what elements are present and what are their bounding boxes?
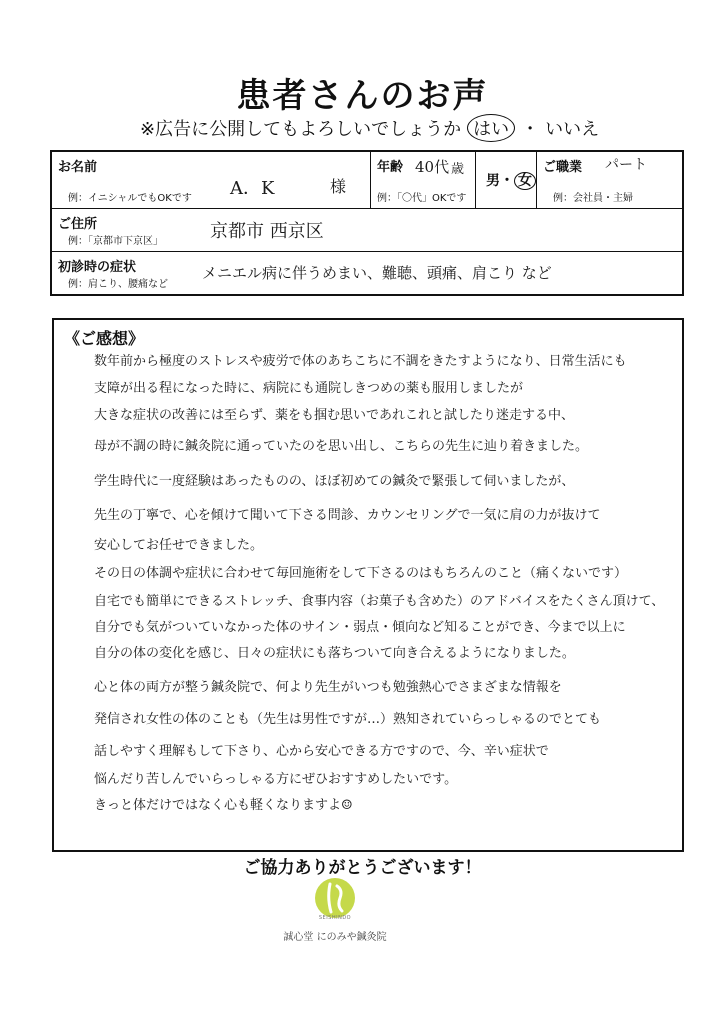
impressions-box [52, 318, 684, 852]
consent-text: ※広告に公開してもよろしいでしょうか [140, 119, 462, 140]
impression-line: 支障が出る程になった時に、病院にも通院しきつめの薬も服用しましたが [94, 381, 524, 396]
consent-separator: ・ [521, 119, 540, 140]
name-label: お名前 [58, 160, 98, 175]
name-suffix: 様 [330, 177, 347, 196]
impression-line: 先生の丁寧で、心を傾けて聞いて下さる問診、カウンセリングで一気に肩の力が抜けて [94, 508, 601, 523]
impression-line: その日の体調や症状に合わせて毎回施術をして下さるのはもちろんのこと（痛くないです） [94, 566, 628, 581]
name-value: A．K [230, 178, 275, 199]
clinic-name: 誠心堂 にのみや鍼灸院 [283, 932, 387, 943]
impression-line: 大きな症状の改善には至らず、薬をも掴む思いであれこれと試したり迷走する中、 [94, 408, 574, 423]
name-example: 例：イニシャルでもOKです [68, 193, 192, 204]
form-row-symptoms [52, 252, 682, 294]
age-label: 年齢 [377, 160, 404, 175]
address-cell [52, 209, 682, 251]
impression-line: 学生時代に一度経験はあったものの、ほぼ初めての鍼灸で緊張して伺いましたが、 [94, 474, 575, 489]
gender-male: 男 [486, 173, 500, 189]
job-label: ご職業 [543, 160, 583, 175]
impression-line: きっと体だけではなく心も軽くなりますよ☺ [94, 798, 353, 813]
logo-text: SEISHINDO [318, 915, 352, 921]
name-cell [52, 152, 370, 208]
impression-line: 発信され女性の体のことも（先生は男性ですが…）熟知されていらっしゃるのでとても [94, 712, 602, 727]
symptoms-value: メニエル病に伴うめまい、難聴、頭痛、肩こり など [202, 264, 552, 282]
thanks-message: ご協力ありがとうございます！ [243, 858, 482, 878]
impression-line: 自宅でも簡単にできるストレッチ、食事内容（お菓子も含めた）のアドバイスをたくさん頂けて、 [94, 594, 665, 609]
gender-cell [475, 152, 536, 208]
symptoms-cell [52, 252, 682, 294]
gender-options [486, 170, 536, 190]
impression-line: 数年前から極度のストレスや疲労で体のあちこちに不調をきたすようになり、日常生活にも [94, 354, 627, 369]
job-example: 例：会社員・主婦 [553, 193, 633, 204]
impression-line: 自分でも気がついていなかった体のサイン・弱点・傾向など知ることができ、今まで以上に [94, 620, 626, 635]
impression-line: 自分の体の変化を感じ、日々の症状にも落ちついて向き合えるようになりました。 [94, 646, 575, 661]
address-label: ご住所 [58, 217, 98, 232]
age-cell [370, 152, 475, 208]
consent-question [140, 114, 600, 142]
impression-line: 悩んだり苦しんでいらっしゃる方にぜひおすすめしたいです。 [94, 772, 458, 787]
symptoms-label: 初診時の症状 [58, 260, 137, 275]
age-example: 例：「〇代」OKです [377, 193, 467, 204]
clinic-logo-icon [313, 876, 357, 920]
patient-form [50, 150, 684, 296]
impression-line: 心と体の両方が整う鍼灸院で、何より先生がいつも勉強熱心でさまざまな情報を [94, 680, 562, 695]
consent-yes-circled: はい [467, 114, 515, 142]
gender-female-circled: 女 [514, 172, 536, 190]
gender-dot: ・ [500, 173, 514, 189]
consent-no: いいえ [545, 119, 600, 140]
job-value: パート [605, 157, 647, 173]
job-cell [536, 152, 682, 208]
impression-line: 母が不調の時に鍼灸院に通っていたのを思い出し、こちらの先生に辿り着きました。 [94, 439, 589, 454]
age-value: 40代 [415, 158, 450, 176]
form-row-address [52, 209, 682, 252]
page-title: 患者さんのお声 [236, 76, 489, 116]
form-row-name-age [52, 152, 682, 209]
impressions-title: 《ご感想》 [64, 329, 145, 348]
symptoms-example: 例：肩こり、腰痛など [68, 279, 168, 290]
impression-line: 話しやすく理解もして下さり、心から安心できる方ですので、今、辛い症状で [94, 744, 549, 759]
impression-line: 安心してお任せできました。 [94, 538, 264, 553]
address-example: 例：「京都市下京区」 [68, 236, 163, 247]
age-suffix: 歳 [451, 162, 465, 177]
address-value: 京都市 西京区 [210, 221, 324, 242]
